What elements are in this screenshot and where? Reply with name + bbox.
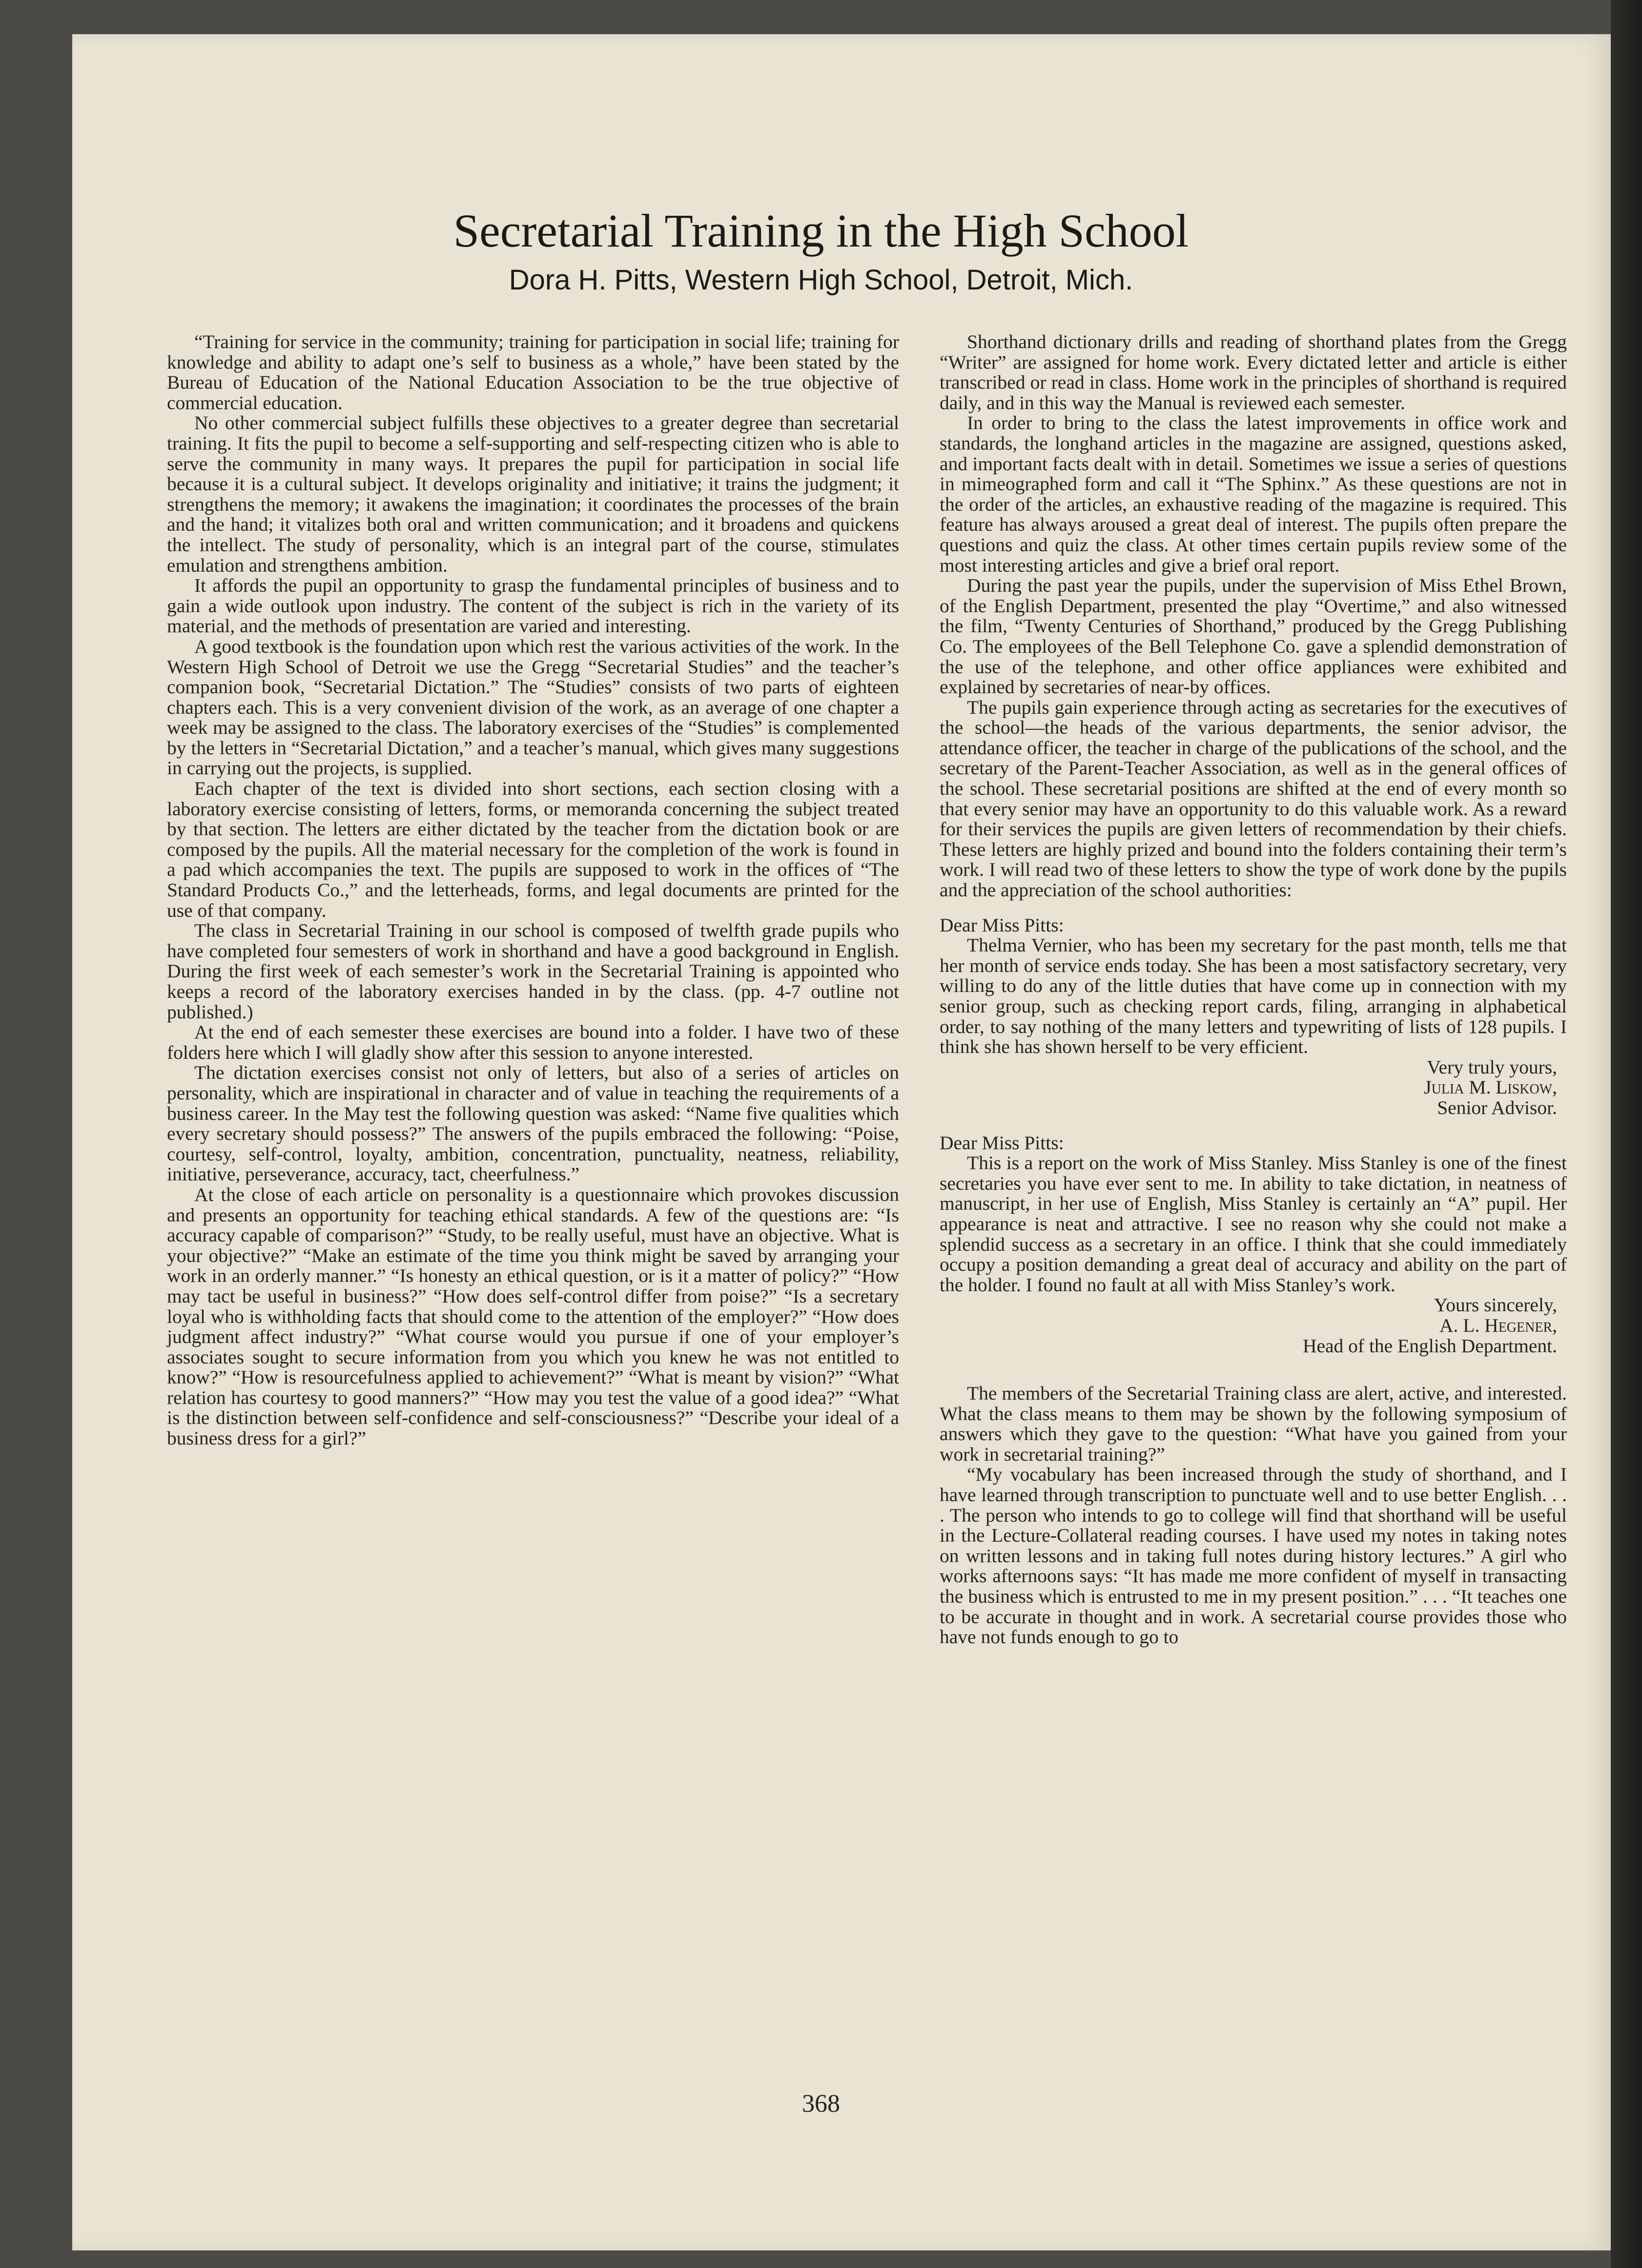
letter-signer-title: Senior Advisor. <box>1437 1096 1557 1118</box>
paragraph: During the past year the pupils, under the supervision of Miss Ethel Brown, of the English Department, presented the play “Overtime,” and also witnessed the film, “Twenty Centuries of Shorthand,” produced by the Gregg Publishing Co. The employees of the Bell Telephone Co. gave a splendid demonstration of the use of the telephone, and other office appliances were exhibited and explained by secretaries of near-by offices. <box>940 575 1567 698</box>
paragraph: Shorthand dictionary drills and reading of shorthand plates from the Gregg “Writer” are assigned for home work. Every dictated letter and article is either transcribed or read in class. Home work in the principles of shorthand is required daily, and in this way the Manual is reviewed each semester. <box>940 331 1567 413</box>
paragraph: At the close of each article on personality is a questionnaire which provokes discussion and presents an opportunity for teaching ethical standards. A few of the questions are: “Is accuracy capable of comparison?” “Study, to be really useful, must have an objective. What is your objective?” “Make an estimate of the time you think might be saved by arranging your work in an orderly manner.” “Is honesty an ethical question, or is it a matter of policy?” “How may tact be useful in business?” “How does self-control differ from poise?” “Is a secretary loyal who is withholding facts that should come to the attention of the employer?” “How does judgment affect industry?” “What course would you pursue if one of your employer’s associates sought to secure information from you which you knew he was not entitled to know?” “How is resourcefulness applied to achievement?” “What is meant by vision?” “What relation has courtesy to good manners?” “How may you test the value of a good idea?” “What is the distinction between self-confidence and self-consciousness?” “Describe your ideal of a business dress for a girl?” <box>167 1183 899 1449</box>
paragraph: The class in Secretarial Training in our school is composed of twelfth grade pupils who have completed four semesters of work in shorthand and have a good background in English. During the first week of each semester’s work in the Secretarial Training is appointed who keeps a record of the laboratory exercises handed in by the class. (pp. 4-7 outline not published.) <box>167 920 899 1023</box>
paragraph: “My vocabulary has been increased through the study of shorthand, and I have learned through transcription to punctuate well and to use better English. . . . The person who intends to go to college will find that shorthand will be useful in the Lecture-Collateral reading courses. I have used my notes in taking notes on written lessons and in taking full notes during history lectures.” A girl who works afternoons says: “It has made me more confident of myself in transacting the business which is entrusted to me in my present position.” . . . “It teaches one to be accurate in thought and in work. A secretarial course provides those who have not funds enough to go to <box>940 1464 1567 1648</box>
paragraph: The dictation exercises consist not only of letters, but also of a series of articles on personality, which are inspirational in character and of value in teaching the requirements of a business career. In the May test the following question was asked: “Name five qualities which every secretary should possess?” The answers of the pupils embraced the following: “Poise, courtesy, self-control, loyalty, ambition, concentration, punctuality, neatness, reliability, initiative, perseverance, accuracy, tact, cheerfulness.” <box>167 1062 899 1185</box>
paragraph: The pupils gain experience through acting as secretaries for the executives of the school—the heads of the various departments, the senior advisor, the attendance officer, the teacher in charge of the publications of the school, and the secretary of the Parent-Teacher Association, as well as in the general offices of the school. These secretarial positions are shifted at the end of every month so that every senior may have an opportunity to do this valuable work. As a reward for their services the pupils are given letters of recommendation by their chiefs. These letters are highly prized and bound into the folders containing their term’s work. I will read two of these letters to show the type of work done by the pupils and the appreciation of the school authorities: <box>940 696 1567 901</box>
letter-salutation: Dear Miss Pitts: <box>940 1132 1064 1154</box>
right-column <box>940 332 1567 1648</box>
letter-body: Thelma Vernier, who has been my secretary for the past month, tells me that her month of service ends today. She has been a most satisfactory secretary, very willing to do any of the little duties that have come up in connection with my senior group, such as checking report cards, filing, arranging in alphabetical order, to say nothing of the many letters and typewriting of lists of 128 pupils. I think she has shown herself to be very efficient. <box>940 934 1567 1058</box>
left-column <box>167 332 899 1449</box>
paragraph: A good textbook is the foundation upon which rest the various activities of the work. In the Western High School of Detroit we use the Gregg “Secretarial Studies” and the teacher’s companion book, “Secretarial Dictation.” The “Studies” consists of two parts of eighteen chapters each. This is a very convenient division of the work, as an average of one chapter a week may be assigned to the class. The laboratory exercises of the “Studies” is complemented by the letters in “Secretarial Dictation,” and a teacher’s manual, which gives many suggestions in carrying out the projects, is supplied. <box>167 635 899 779</box>
paragraph: Each chapter of the text is divided into short sections, each section closing with a laboratory exercise consisting of letters, forms, or memoranda concerning the subject treated by that section. The letters are either dictated by the teacher from the dictation book or are composed by the pupils. All the material necessary for the completion of the work is found in a pad which accompanies the text. The pupils are supposed to work in the offices of “The Standard Products Co.,” and the letterheads, forms, and legal documents are printed for the use of that company. <box>167 778 899 921</box>
paragraph: The members of the Secretarial Training class are alert, active, and interested. What the class means to them may be shown by the following symposium of answers which they gave to the question: “What have you gained from your work in secretarial training?” <box>940 1382 1567 1465</box>
letter-signature: A. L. Hegener, <box>1439 1314 1557 1336</box>
paragraph: In order to bring to the class the latest improvements in office work and standards, the longhand articles in the magazine are assigned, questions asked, and important facts dealt with in detail. Sometimes we issue a series of questions in mimeographed form and call it “The Sphinx.” As these questions are not in the order of the articles, an exhaustive reading of the magazine is required. This feature has always aroused a great deal of interest. The pupils often prepare the questions and quiz the class. At other times certain pupils review some of the most interesting articles and give a brief oral report. <box>940 412 1567 576</box>
paragraph: “Training for service in the community; training for participation in social life; training for knowledge and ability to adapt one’s self to business as a whole,” have been stated by the Bureau of Education of the National Education Association to be the true objective of commercial education. <box>167 331 899 413</box>
letter-signer-title: Head of the English Department. <box>1302 1335 1557 1357</box>
book-gutter <box>1611 0 1642 2268</box>
letter-salutation: Dear Miss Pitts: <box>940 914 1064 936</box>
article-byline: Dora H. Pitts, Western High School, Detroit, Mich. <box>509 264 1133 296</box>
letter-signature: Julia M. Liskow, <box>1424 1076 1557 1098</box>
letter-body: This is a report on the work of Miss Stanley. Miss Stanley is one of the finest secretaries you have ever sent to me. In ability to take dictation, in neatness of manuscript, in her use of English, Miss Stanley is certainly an “A” pupil. Her appearance is neat and attractive. I see no reason why she could not make a splendid success as a secretary in an office. I think that she could immediately occupy a position demanding a great deal of accuracy and ability on the part of the holder. I found no fault at all with Miss Stanley’s work. <box>940 1152 1567 1296</box>
paragraph: No other commercial subject fulfills these objectives to a greater degree than secretarial training. It fits the pupil to become a self-supporting and self-respecting citizen who is able to serve the community in many ways. It prepares the pupil for participation in social life because it is a cultural subject. It develops originality and initiative; it trains the judgment; it strengthens the memory; it awakens the imagination; it coordinates the processes of the brain and the hand; it vitalizes both oral and written communication; and it broadens and quickens the intellect. The study of personality, which is an integral part of the course, stimulates emulation and strengthens ambition. <box>167 412 899 576</box>
article-title: Secretarial Training in the High School <box>453 205 1189 257</box>
letter-closing: Yours sincerely, <box>1434 1294 1557 1316</box>
paragraph: At the end of each semester these exercises are bound into a folder. I have two of these folders here which I will gladly show after this session to anyone interested. <box>167 1021 899 1063</box>
page-number: 368 <box>802 2090 840 2118</box>
letter-closing: Very truly yours, <box>1427 1056 1557 1078</box>
paragraph: It affords the pupil an opportunity to grasp the fundamental principles of business and to gain a wide outlook upon industry. The content of the subject is rich in the variety of its material, and the methods of presentation are varied and interesting. <box>167 575 899 637</box>
